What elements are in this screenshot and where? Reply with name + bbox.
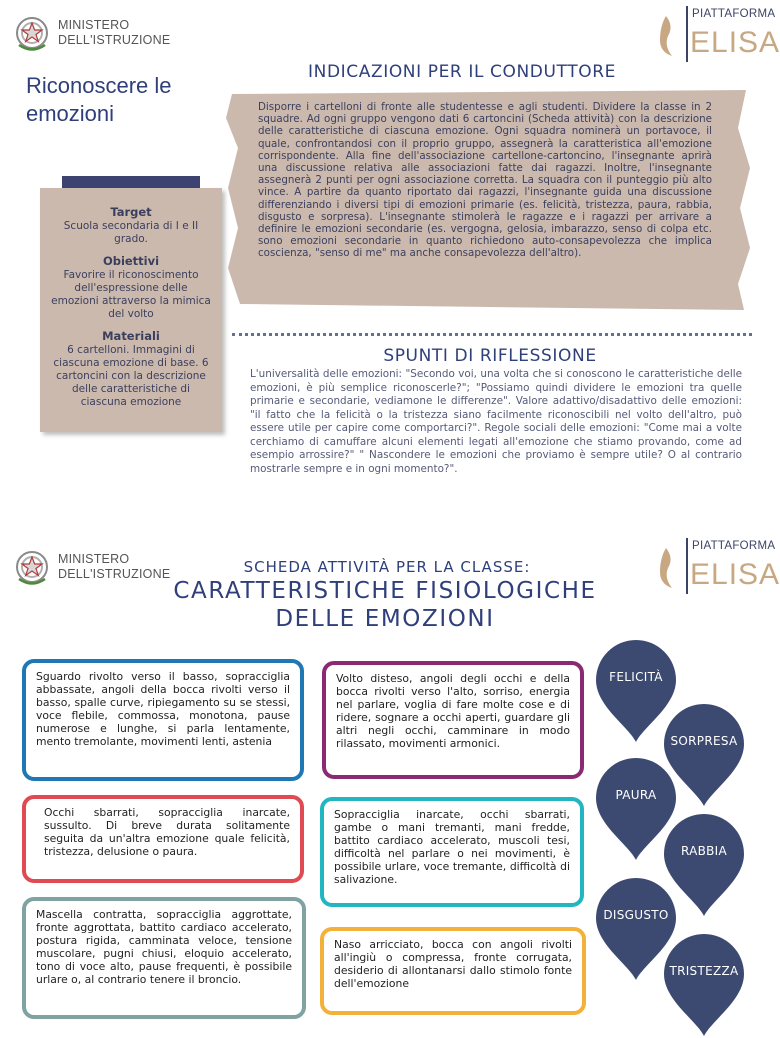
emotion-tag-tristezza[interactable] [662,934,746,1038]
elisa-logo [630,4,780,64]
logo-text-elisa: ELISA [690,558,780,591]
materiali-heading: Materiali [102,329,160,343]
elisa-logo-icon [630,4,686,64]
section-divider [232,333,752,336]
emotion-description-card[interactable]: Sopracciglia inarcate, occhi sbarrati, gambe o mani tremanti, mani fredde, battito cardiaco accelerato, muscoli tesi, difficoltà nel parlare o nei movimenti, è possibile urlare, voce tremante, difficoltà di salivazione. [320,797,584,907]
emotion-description-card[interactable]: Mascella contratta, sopracciglia aggrottate, fronte aggrottata, battito cardiaco accelerato, postura rigida, camminata veloce, tensione muscolare, pugni chiusi, eloquio accelerato, tono di voce alto, pause frequenti, è possibile urlare o, al contrario tenere il broncio. [22,897,306,1019]
emotion-label: TRISTEZZA [669,964,739,978]
obiettivi-text: Favorire il riconoscimento dell'espressione delle emozioni attraverso la mimica del volto [51,269,211,320]
emotion-description-card[interactable]: Naso arricciato, bocca con angoli rivolti all'ingiù o compressa, fronte corrugata, desiderio di allontanarsi dallo stimolo fonte dell'emozione [320,927,586,1015]
target-block [50,206,212,246]
emotion-label: RABBIA [680,844,728,858]
emotion-label: DISGUSTO [603,908,669,922]
spunti-text: L'universalità delle emozioni: "Secondo voi, una volta che si conoscono le caratteristiche delle emozioni, è più semplice riconoscerle?"; "Possiamo quindi dividere le emozioni tra quelle primarie e secondarie, vediamone le differenze". Valore adattivo/disadattivo delle emozioni: "il fatto che la felicità o la tristezza siano facilmente riconoscibili nel volto dell'altro, può essere utile per capire come comportarci?". Regole sociali delle emozioni: "Come mai a volte cerchiamo di camuffare alcuni elementi legati all'emozione che stiamo provando, come ad esempio arrossire?" " Nascondere le emozioni che proviamo è sempre utile? O al contrario mostrarle sempre e in ogni momento?". [250,368,742,475]
ministry-line-2: DELL'ISTRUZIONE [58,33,171,47]
ministry-name [58,18,170,48]
materiali-block [50,330,212,409]
emotion-description-card[interactable]: Sguardo rivolto verso il basso, sopracciglia abbassate, angoli della bocca rivolti verso il basso, spalle curve, ripiegamento su se stessi, voce flebile, commossa, monotona, pause numerose e lunghe, si parla lentamente, mento tremolante, movimenti lenti, astenia [22,659,304,781]
logo-text-piattaforma: PIATTAFORMA [692,540,776,552]
spunti-title: SPUNTI DI RIFLESSIONE [383,346,597,366]
logo-text-piattaforma: PIATTAFORMA [692,8,776,20]
emotion-label: PAURA [615,788,657,802]
emotion-description-card[interactable]: Occhi sbarrati, sopracciglia inarcate, sussulto. Di breve durata solitamente seguita da un'altra emozione quale felicità, tristezza, delusione o paura. [22,795,304,883]
conduttore-title: INDICAZIONI PER IL CONDUTTORE [308,62,616,82]
scheda-title [120,577,650,633]
ministry-line-1: MINISTERO [58,552,130,566]
activity-info-card [40,188,222,432]
scheda-subtitle: SCHEDA ATTIVITÀ PER LA CLASSE: [243,558,531,576]
emotion-description-card[interactable]: Volto disteso, angoli degli occhi e della bocca rivolti verso l'alto, sorriso, energia nel parlare, voglia di fare molte cose e di ridere, sognare a occhi aperti, guardare gli altri negli occhi, camminare in modo rilassato, movimenti armonici. [322,661,584,779]
logo-text-elisa: ELISA [690,26,780,59]
ministry-line-2: DELL'ISTRUZIONE [58,567,171,581]
republic-emblem-icon [14,548,50,588]
emotion-label: FELICITÀ [609,670,663,684]
page-title-line-2: emozioni [26,101,115,126]
page-title [26,72,226,128]
obiettivi-heading: Obiettivi [102,254,160,268]
materiali-text: 6 cartelloni. Immagini di ciascuna emozione di base. 6 cartoncini con la descrizione delle caratteristiche di ciascuna emozione [53,344,209,408]
obiettivi-block [50,255,212,321]
scheda-title-line-2: DELLE EMOZIONI [275,606,495,632]
page-title-line-1: Riconoscere le [26,73,172,98]
ministry-line-1: MINISTERO [58,18,130,32]
conduttore-text: Disporre i cartelloni di fronte alle studentesse e agli studenti. Dividere la classe in 2 squadre. Ad ogni gruppo vengono dati 6 cartoncini (Scheda attività) con la descrizione delle caratteristiche di ciascuna emozione. Ogni squadra nominerà un portavoce, il quale, confrontandosi con il proprio gruppo, assegnerà la caratteristica all'emozione corrispondente. Alla fine dell'associazione cartellone-cartoncino, l'insegnante aprirà una discussione relativa alle associazioni fatte dai ragazzi. Inoltre, l'insegnante assegnerà 2 punti per ogni associazione corretta. La squadra con il punteggio più alto vince. A partire da quanto riportato dai ragazzi, l'insegnante guida una discussione differenziando i diversi tipi di emozioni primarie (es. felicità, tristezza, paura, rabbia, disgusto e sorpresa). L'insegnante stimolerà le ragazze e i ragazzi per arrivare a definire le emozioni secondarie (es. vergogna, gelosia, imbarazzo, senso di colpa etc. sono emozioni secondarie in quanto richiedono auto-consapevolezza che implica coscienza, "senso di me" ma anche consapevolezza dell'altro). [258,101,712,260]
emotion-label: SORPRESA [670,734,738,748]
scheda-title-line-1: CARATTERISTICHE FISIOLOGICHE [173,578,597,604]
target-heading: Target [110,205,152,219]
target-text: Scuola secondaria di I e II grado. [63,220,199,245]
elisa-logo [630,536,780,596]
republic-emblem-icon [14,14,50,54]
